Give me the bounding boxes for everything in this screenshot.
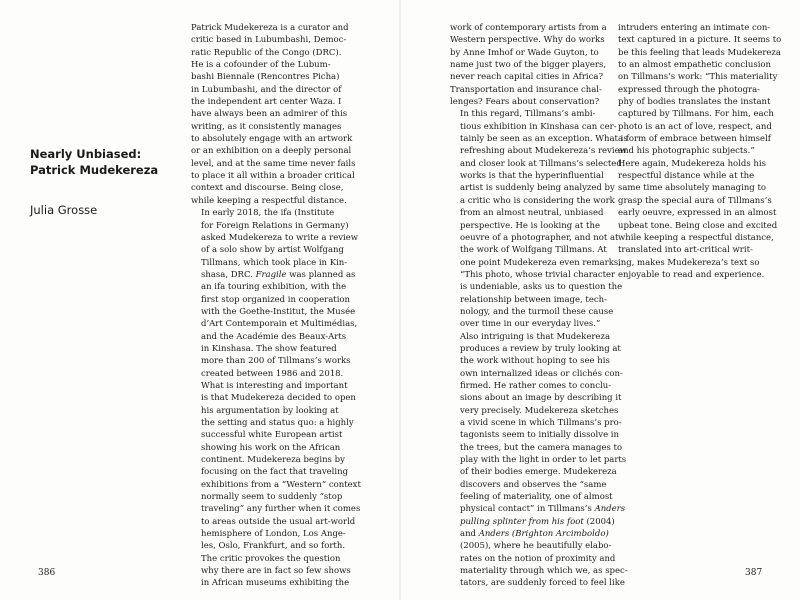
- text-line: writing, as it consistently manages: [191, 121, 342, 132]
- text-line: first stop organized in cooperation: [201, 294, 351, 305]
- text-line: and his photographic subjects.”: [618, 146, 755, 157]
- text-line: and closer look at Tillmans’s selected: [460, 158, 622, 169]
- title-line: Patrick Mudekereza: [30, 163, 159, 177]
- text-line: showing his work on the African: [201, 442, 341, 453]
- text-line: refreshing about Mudekereza’s review: [460, 146, 627, 157]
- text-line: (2005), where he beautifully elabo-: [460, 541, 612, 552]
- text-line: respectful distance while at the: [618, 171, 755, 182]
- book-gutter: [399, 0, 401, 600]
- text-line: while keeping a respectful distance.: [191, 195, 347, 206]
- text-line: a form of embrace between himself: [618, 134, 771, 145]
- text-line: context and discourse. Being close,: [191, 183, 344, 194]
- text-line: asked Mudekereza to write a review: [201, 232, 359, 243]
- text-line: and Anders (Brighton Arcimboldo): [460, 529, 609, 540]
- text-line: name just two of the bigger players,: [450, 60, 607, 71]
- text-column-2: [450, 22, 640, 590]
- text-line: the setting and status quo: a highly: [201, 418, 354, 428]
- text-line: is that Mudekereza decided to open: [201, 393, 356, 404]
- text-line: In early 2018, the ifa (Institute: [201, 208, 335, 219]
- title-line: Nearly Unbiased:: [30, 147, 142, 161]
- text-line: physical contact” in Tillmans’s Anders: [460, 504, 626, 515]
- text-line: bashi Biennale (Rencontres Picha): [191, 72, 340, 83]
- text-line: upbeat tone. Being close and excited: [618, 220, 778, 231]
- text-line: Transportation and insurance chal-: [450, 84, 602, 95]
- text-line: is undeniable, asks us to question the: [460, 282, 623, 293]
- text-line: of a solo show by artist Wolfgang: [201, 245, 344, 256]
- text-line: with the Goethe-Institut, the Musée: [201, 306, 356, 317]
- text-line: text captured in a picture. It seems to: [618, 35, 782, 46]
- text-line: why there are in fact so few shows: [201, 566, 351, 577]
- text-line: and the Académie des Beaux-Arts: [201, 331, 347, 342]
- text-line: d’Art Contemporain et Multimédias,: [201, 319, 358, 330]
- text-line: perspective. He is looking at the: [460, 220, 600, 231]
- text-line: sions about an image by describing it: [460, 393, 622, 404]
- text-line: Patrick Mudekereza is a curator and: [191, 23, 349, 33]
- text-line: materiality through which we, as spec-: [460, 566, 628, 577]
- text-line: intruders entering an intimate con-: [618, 23, 771, 33]
- paragraph: [450, 108, 640, 330]
- text-line: one point Mudekereza even remarks,: [460, 257, 621, 268]
- paragraph: [191, 380, 381, 590]
- text-line: expressed through the photogra-: [618, 84, 761, 95]
- text-line: while keeping a respectful distance,: [618, 232, 774, 243]
- text-line: tainly be seen as an exception. What is: [460, 134, 628, 145]
- text-line: Also intriguing is that Mudekereza: [460, 331, 611, 342]
- text-line: “This photo, whose trivial character: [460, 269, 616, 280]
- paragraph: [618, 22, 793, 281]
- text-line: Here again, Mudekereza holds his: [618, 158, 766, 169]
- text-line: shasa, DRC. Fragile was planned as: [201, 269, 356, 280]
- text-line: tious exhibition in Kinshasa can cer-: [460, 121, 617, 132]
- text-line: on Tillmans’s work: “This materiality: [618, 72, 778, 83]
- text-line: nology, and the turmoil these cause: [460, 306, 614, 317]
- text-line: to an almost empathetic conclusion: [618, 60, 772, 71]
- text-line: lenges? Fears about conservation?: [450, 97, 600, 108]
- text-line: normally seem to suddenly “stop: [201, 492, 343, 503]
- text-line: produces a review by truly looking at: [460, 343, 621, 354]
- text-line: exhibitions from a “Western” context: [201, 479, 361, 490]
- text-line: tagonists seem to initially dissolve in: [460, 430, 619, 441]
- text-line: more than 200 of Tillmans’s works: [201, 356, 351, 367]
- text-line: oeuvre of a photographer, and not at: [460, 232, 619, 243]
- text-line: phy of bodies translates the instant: [618, 97, 771, 108]
- text-line: enjoyable to read and experience.: [618, 269, 765, 280]
- text-line: created between 1986 and 2018.: [201, 368, 344, 379]
- text-line: a vivid scene in which Tillmans’s pro-: [460, 418, 622, 428]
- text-line: critic based in Lubumbashi, Democ-: [191, 35, 347, 46]
- text-line: les, Oslo, Frankfurt, and so forth.: [201, 541, 346, 552]
- text-line: translated into art-critical writ-: [618, 245, 753, 256]
- text-line: the trees, but the camera manages to: [460, 442, 623, 453]
- text-line: hemisphere of London, Los Ange-: [201, 529, 346, 540]
- text-line: by Anne Imhof or Wade Guyton, to: [450, 47, 599, 58]
- text-line: Tillmans, which took place in Kin-: [201, 257, 348, 268]
- text-line: He is a cofounder of the Lubum-: [191, 60, 331, 71]
- text-line: focusing on the fact that traveling: [201, 467, 349, 478]
- article-title: [30, 146, 180, 178]
- text-line: The critic provokes the question: [201, 553, 341, 564]
- text-line: from an almost neutral, unbiased: [460, 208, 604, 219]
- text-line: in Lubumbashi, and the director of: [191, 84, 342, 95]
- text-line: over time in our everyday lives.”: [460, 319, 601, 330]
- text-line: artist is suddenly being analyzed by: [460, 183, 615, 194]
- text-line: discovers and observes the “same: [460, 479, 607, 490]
- text-line: to absolutely engage with an artwork: [191, 134, 353, 145]
- author-name: Julia Grosse: [30, 203, 98, 217]
- text-line: ing, makes Mudekereza’s text so: [618, 257, 760, 268]
- text-line: be this feeling that leads Mudekereza: [618, 47, 781, 58]
- text-line: grasp the special aura of Tillmans’s: [618, 195, 772, 206]
- text-line: Western perspective. Why do works: [450, 35, 605, 46]
- text-line: What is interesting and important: [201, 380, 348, 391]
- text-line: firmed. He rather comes to conclu-: [460, 380, 612, 391]
- text-line: In this regard, Tillmans’s ambi-: [460, 109, 596, 120]
- text-line: the work of Wolfgang Tillmans. At: [460, 245, 607, 256]
- text-line: have always been an admirer of this: [191, 109, 348, 120]
- text-line: in Kinshasa. The show featured: [201, 343, 337, 354]
- text-line: play with the light in order to let parts: [460, 455, 627, 466]
- paragraph: [191, 22, 381, 207]
- text-line: captured by Tillmans. For him, each: [618, 109, 774, 120]
- text-line: own internalized ideas or clichés con-: [460, 368, 623, 379]
- text-line: tators, are suddenly forced to feel like: [460, 578, 625, 589]
- text-line: feeling of materiality, one of almost: [460, 492, 613, 503]
- paragraph: [450, 331, 640, 590]
- text-line: his argumentation by looking at: [201, 405, 339, 416]
- text-line: very precisely. Mudekereza sketches: [460, 405, 619, 416]
- text-line: in African museums exhibiting the: [201, 578, 350, 589]
- paragraph: [191, 207, 381, 380]
- text-line: a critic who is considering the work: [460, 195, 615, 206]
- text-line: an ifa touring exhibition, with the: [201, 282, 347, 293]
- text-line: or an exhibition on a deeply personal: [191, 146, 352, 157]
- text-line: the independent art center Waza. I: [191, 97, 342, 108]
- text-line: ratic Republic of the Congo (DRC).: [191, 47, 342, 58]
- text-line: rates on the notion of proximity and: [460, 553, 616, 564]
- text-line: of their bodies emerge. Mudekereza: [460, 467, 617, 478]
- text-line: photo is an act of love, respect, and: [618, 121, 772, 132]
- paragraph: [450, 22, 640, 108]
- text-line: to place it all within a broader critical: [191, 171, 355, 182]
- text-line: same time absolutely managing to: [618, 183, 766, 194]
- text-line: early oeuvre, expressed in an almost: [618, 208, 777, 219]
- text-column-3: [618, 22, 793, 281]
- text-line: to areas outside the usual art-world: [201, 516, 356, 527]
- text-line: traveling” any further when it comes: [201, 504, 361, 515]
- page-number-right: 387: [745, 568, 763, 578]
- text-line: work of contemporary artists from a: [450, 23, 607, 33]
- text-line: relationship between image, tech-: [460, 294, 607, 305]
- text-line: the work without hoping to see his: [460, 356, 610, 367]
- text-line: for Foreign Relations in Germany): [201, 220, 349, 231]
- text-line: pulling splinter from his foot (2004): [460, 516, 615, 527]
- page-number-left: 386: [38, 568, 56, 578]
- text-line: level, and at the same time never fails: [191, 158, 356, 169]
- text-column-1: [191, 22, 381, 590]
- text-line: never reach capital cities in Africa?: [450, 72, 603, 83]
- text-line: successful white European artist: [201, 430, 343, 441]
- text-line: works is that the hyperinfluential: [460, 171, 604, 182]
- text-line: continent. Mudekereza begins by: [201, 455, 345, 466]
